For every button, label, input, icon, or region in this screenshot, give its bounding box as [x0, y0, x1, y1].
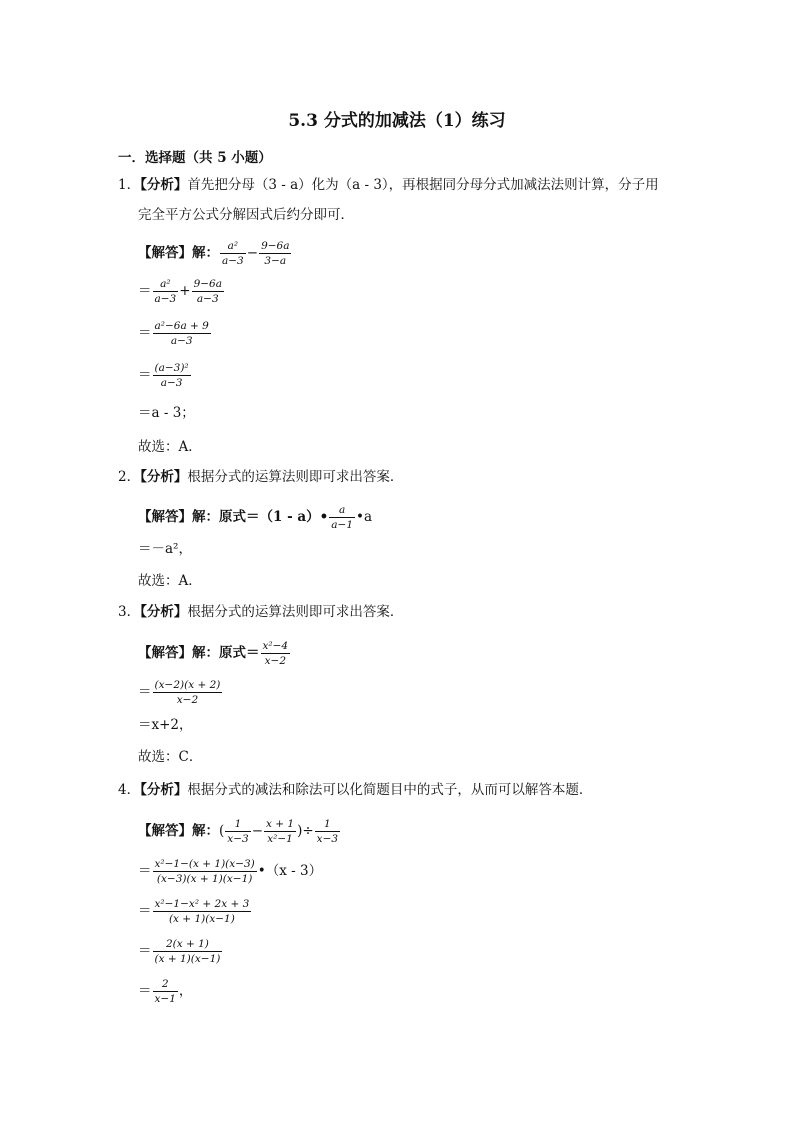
q2-number: 2． [118, 469, 141, 485]
q1-fraction-1: $\frac{\text{a²}}{a-3}$ [222, 240, 244, 267]
q3-step-2: ＝x+2， [138, 717, 193, 733]
q3-step-1: ＝ $\frac{(x-2)(x + 2)}{x-2}$ [138, 679, 221, 706]
q1-answer-line [138, 240, 292, 267]
q4-step-3: ＝ $\frac{2(x + 1)}{(x + 1)(x-1)}$ [138, 938, 221, 965]
q1-analysis-line2: 完全平方公式分解因式后约分即可． [138, 207, 354, 223]
q1-step-1: ＝ $\frac{\text{a²}}{a-3}$ + $\frac{9-6a}{a-3}$ [138, 278, 222, 305]
q4-step-2: ＝ $\frac{\text{x²−1−x² + 2x + 3}}{(x + 1)(x-1)}$ [138, 898, 250, 925]
q1-answer-tag: 【解答】解： [138, 245, 219, 261]
q3-answer-tag: 【解答】解：原式＝ [138, 645, 260, 661]
page-title: 5.3 分式的加减法（1）练习 [288, 111, 506, 131]
q4-analysis-tag: 【分析】 [140, 782, 188, 798]
q1-step-2: ＝ $\frac{\text{a²−6a + 9}}{a-3}$ [138, 320, 209, 347]
q1-analysis-tag: 【分析】 [140, 177, 188, 193]
q2-choice: 故选：A． [138, 573, 202, 589]
q1-analysis-text: 首先把分母（3 - a）化为（a - 3），再根据同分母分式加减法法则计算，分子用 [187, 177, 659, 193]
q4-analysis-line: 4．【分析】根据分式的减法和除法可以化简题目中的式子，从而可以解答本题． [118, 782, 593, 798]
q1-number: 1． [118, 177, 141, 193]
q1-analysis-line1 [118, 176, 659, 194]
q2-fraction: $\frac{a}{a-1}$ [331, 504, 354, 531]
q3-analysis-tag: 【分析】 [140, 604, 188, 620]
q1-choice: 故选：A． [138, 439, 202, 455]
section-heading: 一．选择题（共 5 小题） [118, 150, 272, 166]
q4-step-4: ＝ $\frac{2}{x-1}$ ， [138, 978, 193, 1005]
q3-analysis-line: 3．【分析】根据分式的运算法则即可求出答案． [118, 604, 404, 620]
q3-answer-line [138, 640, 291, 667]
q1-operator: − [246, 245, 259, 261]
q2-answer-tag: 【解答】解：原式＝（1 - a）• [138, 509, 329, 525]
q2-answer-line: 【解答】解：原式＝（1 - a）• $\frac{a}{a-1}$ •a [138, 504, 373, 531]
q1-step-4: ＝a - 3； [138, 405, 195, 421]
q3-fraction: $\frac{\text{x²−4}}{x-2}$ [262, 640, 289, 667]
q4-number: 4． [118, 782, 141, 798]
q4-step-1: ＝ $\frac{\text{x²−1−(x + 1)(x−3)}}{(x-3)(x + 1)(x-1)}$ •（x - 3） [138, 858, 323, 885]
q2-step-1: ＝－a²， [138, 541, 192, 557]
q3-number: 3． [118, 604, 141, 620]
q4-answer-line: 【解答】解：( $\frac{1}{x-3}$ − $\frac{x + 1}{\text{x²−1}}$ )÷ $\frac{1}{x-3}$ [138, 818, 339, 845]
q2-analysis-line: 2．【分析】根据分式的运算法则即可求出答案． [118, 469, 404, 485]
q4-answer-tag: 【解答】解： [138, 823, 219, 839]
q3-choice: 故选：C． [138, 749, 203, 765]
q1-fraction-2: $\frac{9-6a}{3-a}$ [261, 240, 290, 267]
q1-step-3: ＝ $\frac{\text{(a−3)²}}{a-3}$ [138, 362, 189, 389]
q2-analysis-tag: 【分析】 [140, 469, 188, 485]
